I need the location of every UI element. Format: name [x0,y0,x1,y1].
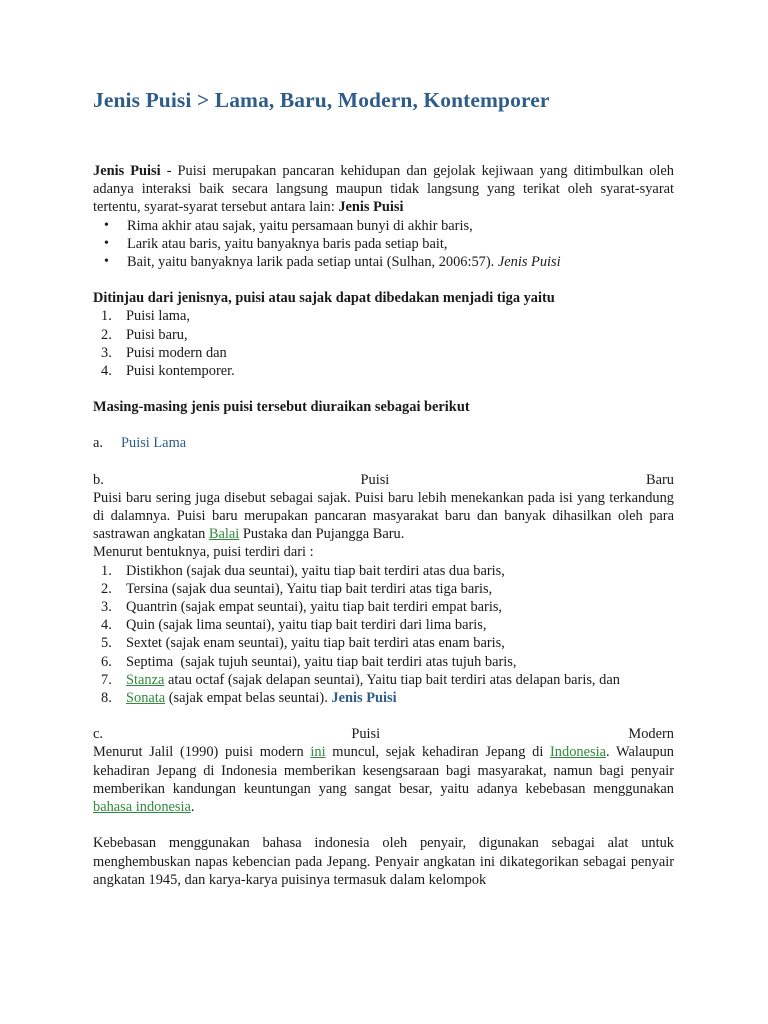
list-item: 7. Stanza atau octaf (sajak delapan seuntai), Yaitu tiap bait terdiri atas delapan baris, dan [101,671,620,688]
link-bahasa-indonesia[interactable]: bahasa indonesia [93,799,191,816]
link-stanza[interactable]: Stanza [126,671,165,688]
subsection-c-heading [93,725,674,743]
subsection-c-right: Modern [628,726,674,743]
subsection-b-mid: Puisi [360,471,390,488]
jenis-puisi-bold-link[interactable]: Jenis Puisi [331,690,397,707]
subsection-c-mid: Puisi [351,726,381,743]
intro-bold-lead: Jenis Puisi [93,163,161,179]
list-item: 3. Quantrin (sajak empat seuntai), yaitu tiap bait terdiri empat baris, [101,599,503,616]
list-item: 1. Distikhon (sajak dua seuntai), yaitu tiap bait terdiri atas dua baris, [101,562,505,579]
subsection-b-paragraph: Puisi baru sering juga disebut sebagai sajak. Puisi baru lebih menekankan pada isi yang terkandung di dalamnya. Puisi baru merupakan pancaran masyarakat baru dan banyak dihasilkan oleh para sastrawan angkatan Balai Pustaka dan Pujangga Baru. [93,489,674,543]
page-title: Jenis Puisi > Lama, Baru, Modern, Kontemporer [93,88,550,112]
intro-text: - Puisi merupakan pancaran kehidupan dan gejolak kejiwaan yang ditimbulkan oleh adanya interaksi baik secara langsung maupun tidak langsung yang terikat oleh syarat-syarat tertentu, syarat-syarat tersebut antara lain: [93,163,674,216]
list-item: 3. Puisi modern dan [101,344,227,361]
section2-heading: Masing-masing jenis puisi tersebut diuraikan sebagai berikut [93,399,470,416]
list-item: 5. Sextet (sajak enam seuntai), yaitu tiap bait terdiri atas enam baris, [101,635,505,652]
subsection-a-title[interactable]: Puisi Lama [121,435,187,452]
subsection-a-heading [93,434,674,452]
intro-paragraph [93,162,674,217]
subsection-b-list [93,562,674,708]
subsection-a-label: a. [93,435,103,452]
subsection-c-label: c. [93,726,103,743]
list-item: 4. Quin (sajak lima seuntai), yaitu tiap bait terdiri dari lima baris, [101,617,487,634]
section1-heading: Ditinjau dari jenisnya, puisi atau sajak dapat dibedakan menjadi tiga yaitu [93,290,555,307]
list-item: 4. Puisi kontemporer. [101,363,235,380]
link-indonesia[interactable]: Indonesia [550,744,606,761]
subsection-c-paragraph-1: Menurut Jalil (1990) puisi modern ini muncul, sejak kehadiran Jepang di Indonesia. Walaupun kehadiran Jepang di Indonesia memberikan kesengsaraan bagi masyarakat, namun bagi penyair memberikan kandungan keuntungan yang sangat besar, yaitu adanya kebebasan menggunakan bahasa indonesia. [93,744,674,816]
subsection-b-heading [93,471,674,489]
list-item: 2. Puisi baru, [101,326,188,343]
bullet-item: • Larik atau baris, yaitu banyaknya baris pada setiap bait, [93,235,674,253]
bullet-list [93,217,674,272]
link-ini[interactable]: ini [310,744,326,761]
list-item: 6. Septima (sajak tujuh seuntai), yaitu tiap bait terdiri atas tujuh baris, [101,653,517,670]
subsection-b-intro-line: Menurut bentuknya, puisi terdiri dari : [93,544,314,561]
list-item: 1. Puisi lama, [101,308,190,325]
link-balai[interactable]: Balai [208,526,240,543]
bullet-item: • Bait, yaitu banyaknya larik pada setiap untai (Sulhan, 2006:57). Jenis Puisi [93,253,674,271]
document-body [93,162,674,889]
list-item: 8. Sonata (sajak empat belas seuntai). Jenis Puisi [101,690,397,707]
intro-bold-tail: Jenis Puisi [338,199,404,216]
bullet-italic-note: Jenis Puisi [497,254,561,271]
list-item: 2. Tersina (sajak dua seuntai), Yaitu tiap bait terdiri atas tiga baris, [101,580,493,597]
bullet-item: • Rima akhir atau sajak, yaitu persamaan bunyi di akhir baris, [93,217,674,235]
subsection-b-right: Baru [646,471,674,488]
subsection-b-label: b. [93,471,104,488]
subsection-c-paragraph-2: Kebebasan menggunakan bahasa indonesia oleh penyair, digunakan sebagai alat untuk menghembuskan napas kebencian pada Jepang. Penyair angkatan ini dikategorikan sebagai penyair angkatan 1945, dan karya-karya puisinya termasuk dalam kelompok [93,835,674,888]
link-sonata[interactable]: Sonata [126,690,166,707]
section1-list [93,307,674,380]
